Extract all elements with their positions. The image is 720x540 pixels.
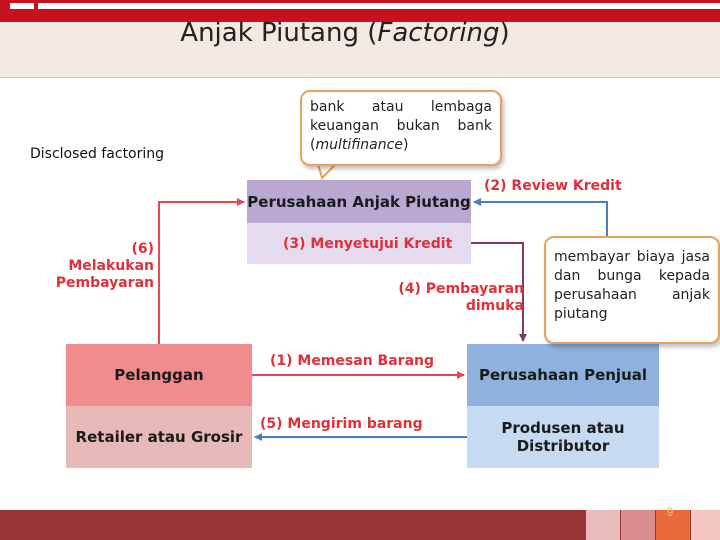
step4-label (398, 281, 524, 315)
step4-line1: (4) Pembayaran (398, 281, 524, 297)
step6-label (46, 241, 154, 292)
title-close: ) (499, 18, 510, 48)
step4-line2: dimuka (465, 298, 524, 314)
step5-label: (5) Mengirim barang (260, 416, 423, 432)
pelanggan-box: Pelanggan (66, 344, 252, 406)
step6-line2: Pembayaran (55, 275, 154, 291)
title-text: Anjak Piutang ( (180, 18, 378, 48)
anjak-piutang-box: Perusahaan Anjak Piutang (247, 180, 471, 223)
produsen-box: Produsen atau Distributor (467, 406, 659, 468)
callout-bank-italic: multifinance (315, 137, 403, 153)
footer-square (586, 510, 620, 540)
step6-line1: (6) Melakukan (68, 241, 154, 274)
page-number: 9 (666, 505, 674, 519)
footer-square (691, 510, 720, 540)
step1-label: (1) Memesan Barang (270, 353, 435, 369)
retailer-box: Retailer atau Grosir (66, 406, 252, 468)
penjual-box: Perusahaan Penjual (467, 344, 659, 406)
callout-biaya: membayar biaya jasa dan bunga kepada perusahaan anjak piutang (544, 236, 720, 344)
callout-bank-text: bank atau lembaga keuangan bukan bank ( (310, 99, 492, 153)
step2-label: (2) Review Kredit (484, 178, 622, 194)
title-italic: Factoring (377, 18, 500, 48)
subtitle: Disclosed factoring (30, 146, 165, 162)
callout-top-tail (318, 164, 336, 178)
callout-bank-close: ) (402, 137, 409, 153)
step3-label: (3) Menyetujui Kredit (283, 236, 453, 252)
arrow-step6 (159, 202, 244, 344)
callout-bank (300, 90, 502, 166)
